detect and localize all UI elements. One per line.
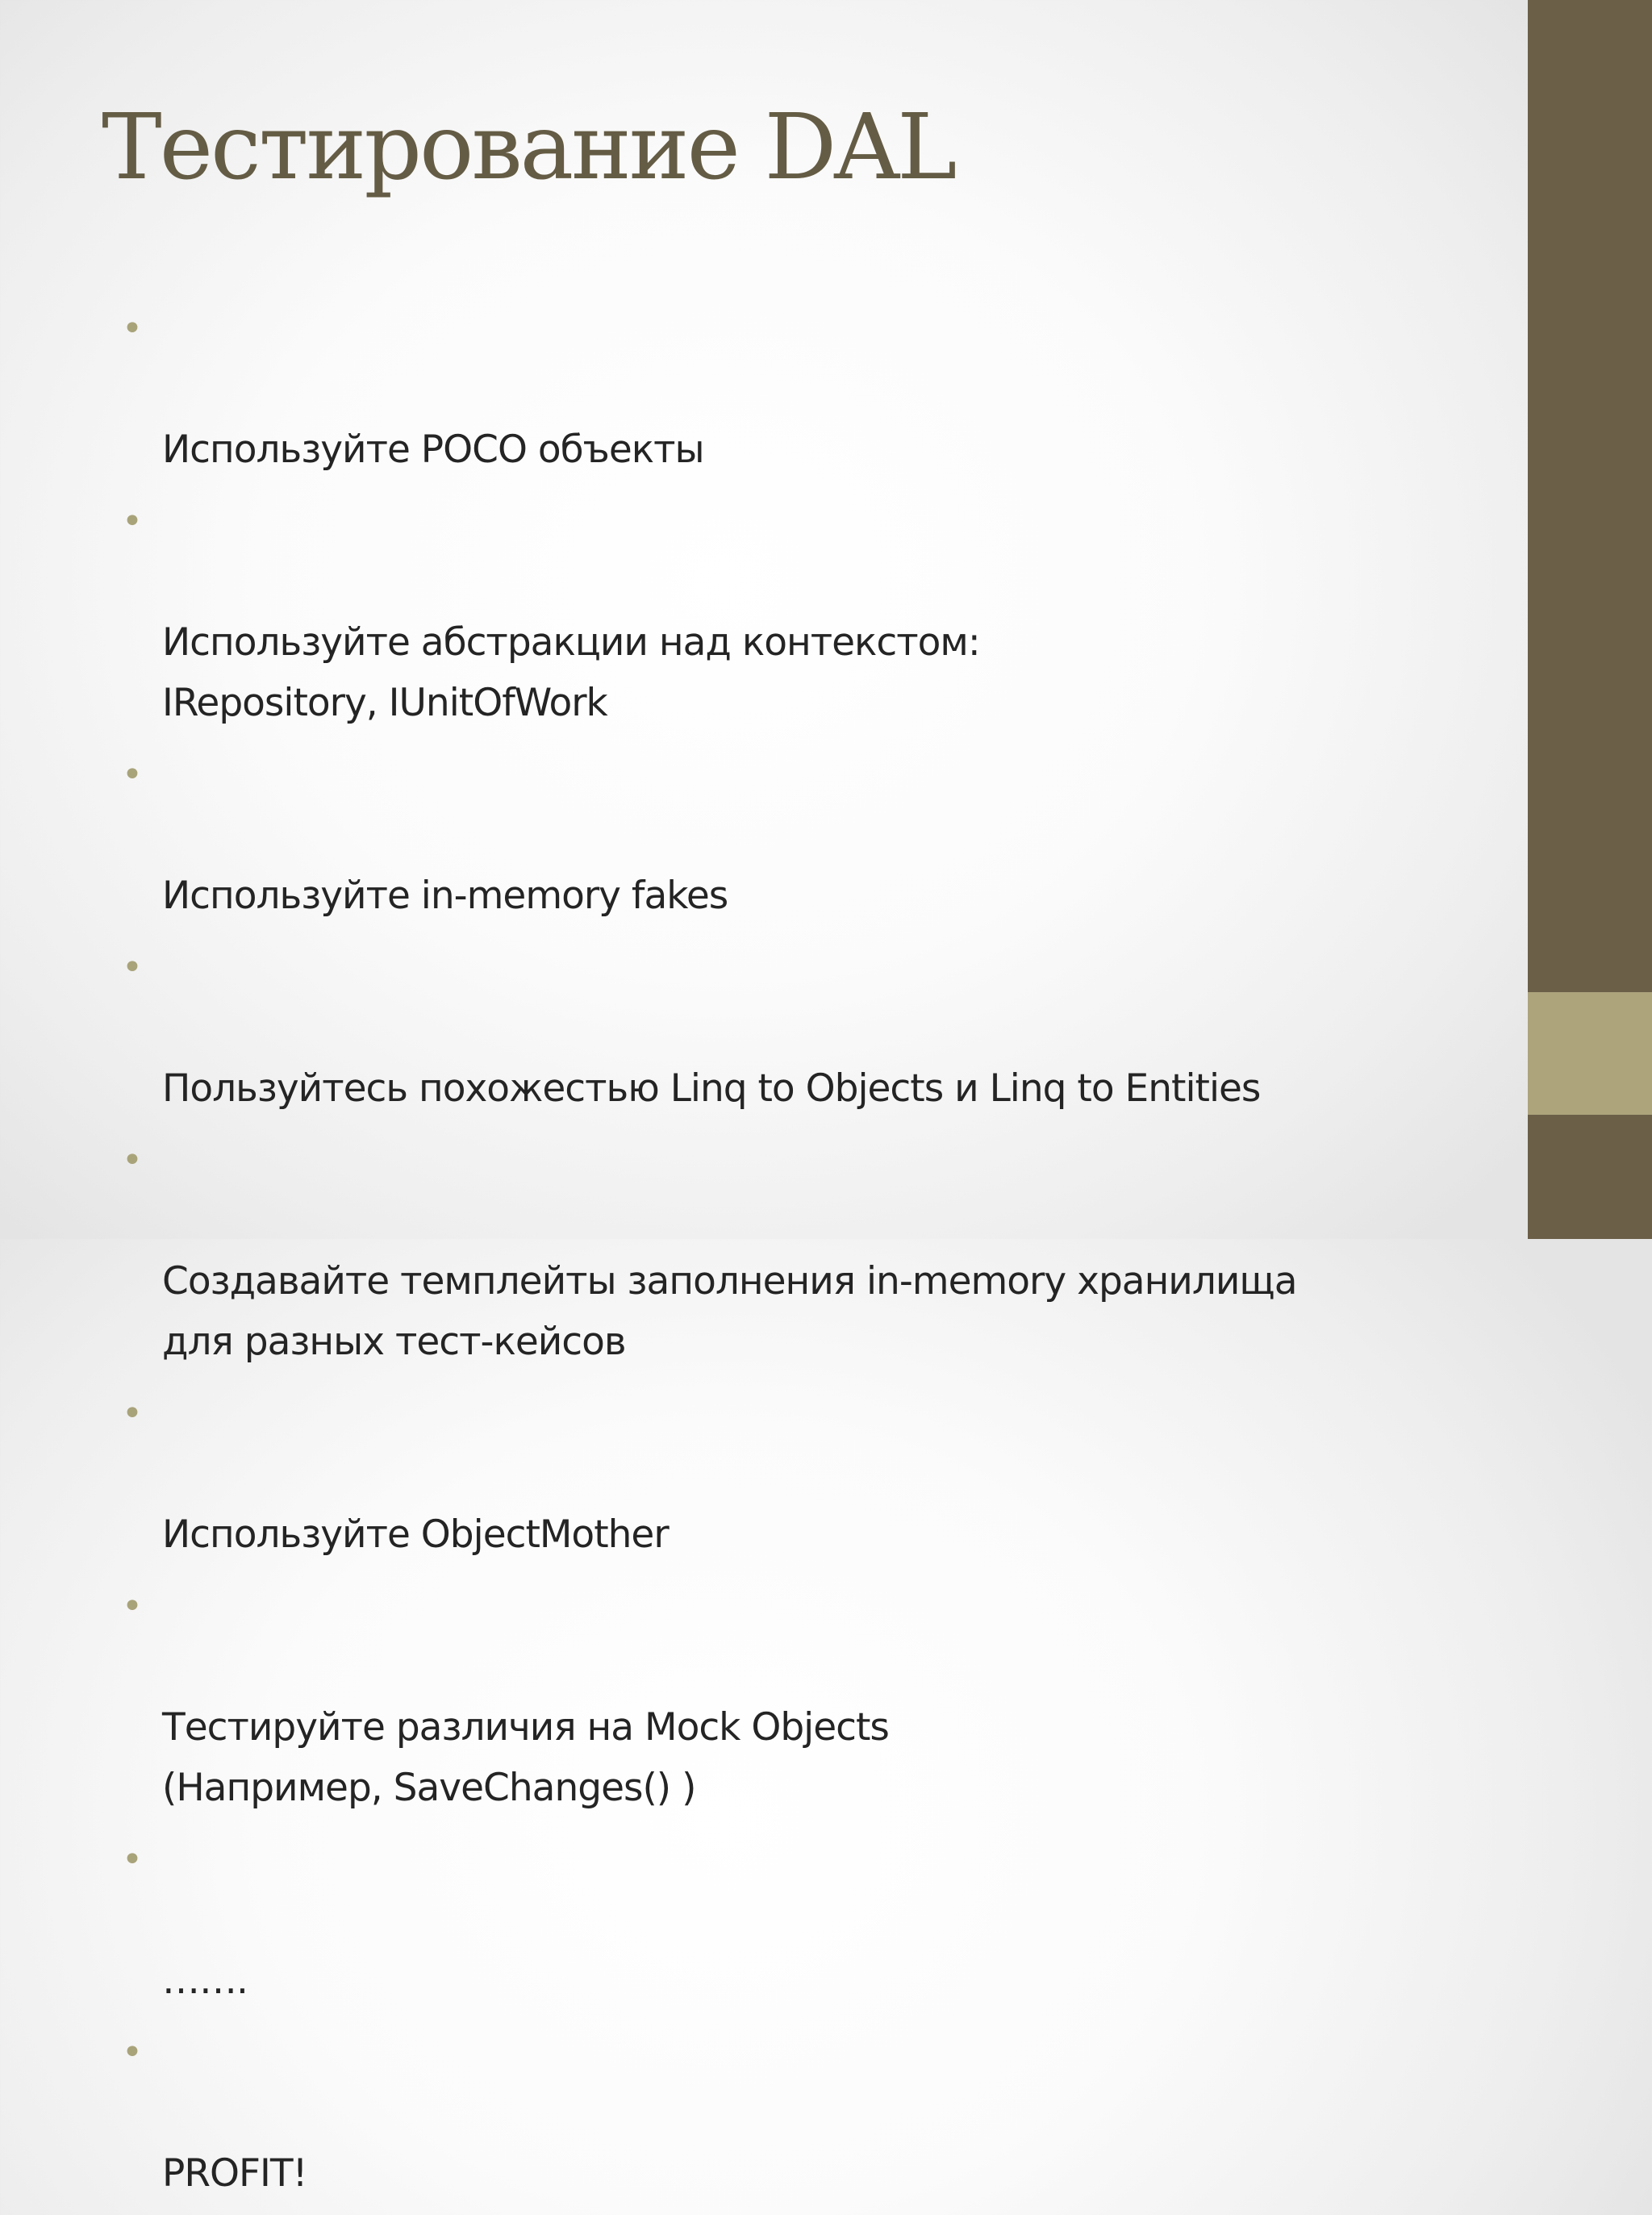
bullet-text: Пользуйтесь похожестью Linq to Objects и Linq to Entities [162, 1066, 1261, 1111]
bullet-item [117, 1576, 1504, 1818]
bullet-text: Используйте абстракции над контекстом: IRepository, IUnitOfWork [162, 620, 980, 725]
bullet-item [117, 1130, 1504, 1372]
bullet-text: Тестируйте различия на Mock Objects (Например, SaveChanges() ) [162, 1705, 889, 1810]
bullet-item [117, 491, 1504, 733]
bullet-text: Используйте POCO объекты [162, 428, 704, 472]
bullet-text: Создавайте темплейты заполнения in-memory хранилища для разных тест-кейсов [162, 1259, 1297, 1364]
bullet-list [117, 298, 1504, 2215]
bullet-item [117, 2022, 1504, 2204]
bullet-marker-icon: • [122, 2032, 142, 2073]
bullet-marker-icon: • [122, 1586, 142, 1627]
bullet-marker-icon: • [122, 1140, 142, 1181]
slide-title: Тестирование DAL [102, 95, 955, 200]
bullet-marker-icon: • [122, 308, 142, 349]
bullet-text: PROFIT! [162, 2151, 307, 2196]
bullet-marker-icon: • [122, 947, 142, 988]
bullet-item [117, 1383, 1504, 1565]
bullet-marker-icon: • [122, 1393, 142, 1434]
bullet-text: Используйте in-memory fakes [162, 874, 728, 918]
bullet-text: ……. [162, 1958, 248, 2003]
bullet-marker-icon: • [122, 501, 142, 542]
side-accent [1528, 992, 1652, 1115]
bullet-text: Используйте ObjectMother [162, 1512, 669, 1557]
bullet-item [117, 937, 1504, 1119]
bullet-marker-icon: • [122, 754, 142, 795]
bullet-marker-icon: • [122, 1839, 142, 1880]
bullet-item [117, 298, 1504, 480]
bullet-item [117, 745, 1504, 926]
bullet-item [117, 1829, 1504, 2011]
